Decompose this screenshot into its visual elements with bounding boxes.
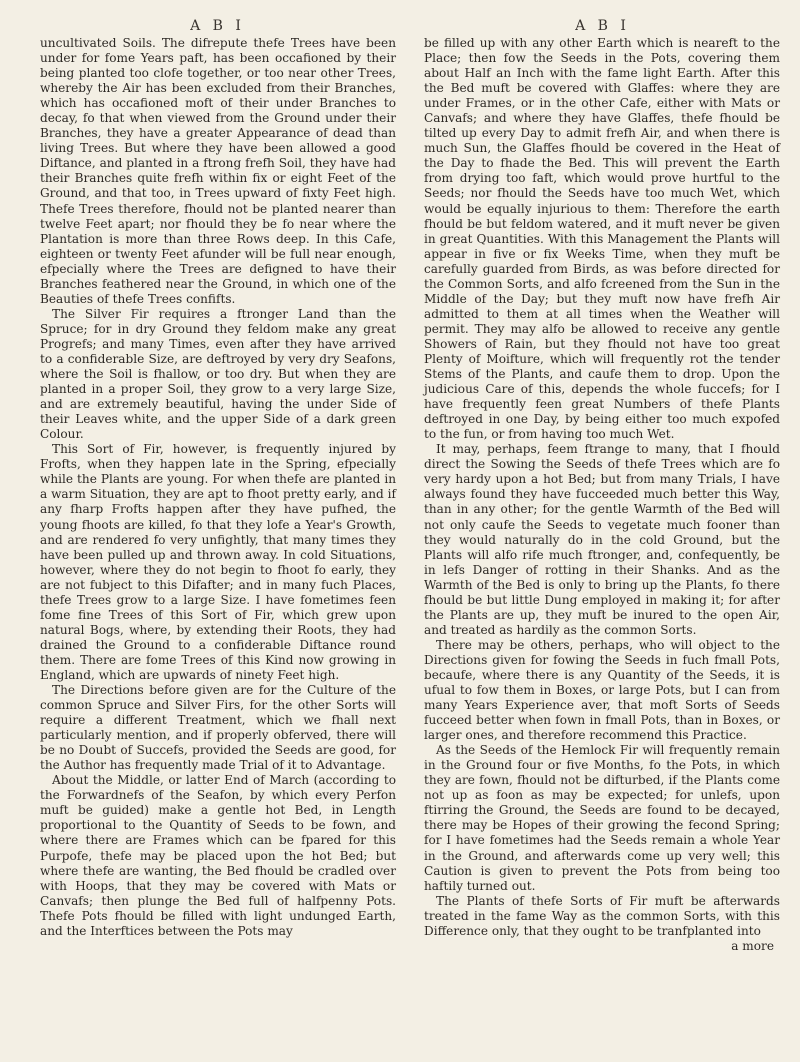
right-column xyxy=(424,36,780,954)
catchword: a more xyxy=(731,938,774,953)
text-columns xyxy=(40,36,780,954)
left-column xyxy=(40,36,396,954)
paragraph: About the Middle, or latter End of March (according to the Forwardnefs of the Seafon, by which every Perfon muft be guided) make a gentle hot Bed, in Length proportional to the Quantity of Seeds to be fown, and where there are Frames which can be fpared for this Purpofe, thefe may be placed upon the hot Bed; but where thefe are wanting, the Bed fhould be cradled over with Hoops, that they may be covered with Mats or Canvafs; then plunge the Bed full of halfpenny Pots. Thefe Pots fhould be filled with light undunged Earth, and the Interftices between the Pots may xyxy=(40,773,396,938)
paragraph: The Directions before given are for the Culture of the common Spruce and Silver Firs, for the other Sorts will require a different Treatment, which we fhall next particularly mention, and if properly obferved, there will be no Doubt of Succefs, provided the Seeds are good, for the Author has frequently made Trial of it to Advantage. xyxy=(40,683,396,773)
paragraph: The Plants of thefe Sorts of Fir muft be afterwards treated in the fame Way as the common Sorts, with this Difference only, that they ought to be tranfplanted into xyxy=(424,893,780,938)
paragraph: uncultivated Soils. The difrepute thefe Trees have been under for fome Years paft, has been occafioned by their being planted too clofe together, or too near other Trees, whereby the Air has been excluded from their Branches, which has occafioned moft of their under Branches to decay, fo that when viewed from the Ground under their Branches, they have a greater Appearance of dead than living Trees. But where they have been allowed a good Diftance, and planted in a ftrong frefh Soil, they have had their Branches quite frefh within fix or eight Feet of the Ground, and that too, in Trees upward of fixty Feet high. Thefe Trees therefore, fhould not be planted nearer than twelve Feet apart; nor fhould they be fo near where the Plantation is more than three Rows deep. In this Cafe, eighteen or twenty Feet afunder will be full near enough, efpecially where the Trees are defigned to have their Branches feathered near the Ground, in which one of the Beauties of thefe Trees confifts. xyxy=(40,36,396,306)
running-head-right: A B I xyxy=(575,18,630,34)
paragraph: As the Seeds of the Hemlock Fir will frequently remain in the Ground four or five Months, fo the Pots, in which they are fown, fhould not be difturbed, if the Plants come not up as foon as may be expected; for unlefs, upon ftirring the Ground, the Seeds are found to be decayed, there may be Hopes of their growing the fecond Spring; for I have fometimes had the Seeds remain a whole Year in the Ground, and afterwards come up very well; this Caution is given to prevent the Pots from being too haftily turned out. xyxy=(424,743,780,893)
paragraph: There may be others, perhaps, who will object to the Directions given for fowing the Seeds in fuch fmall Pots, becaufe, where there is any Quantity of the Seeds, it is ufual to fow them in Boxes, or large Pots, but I can from many Years Experience aver, that moft Sorts of Seeds fucceed better when fown in fmall Pots, than in Boxes, or larger ones, and therefore recommend this Practice. xyxy=(424,637,780,743)
running-head-left: A B I xyxy=(190,18,245,34)
paragraph: It may, perhaps, feem ftrange to many, that I fhould direct the Sowing the Seeds of thefe Trees which are fo very hardy upon a hot Bed; but from many Trials, I have always found they have fucceeded much better this Way, than in any other; for the gentle Warmth of the Bed will not only caufe the Seeds to vegetate much fooner than they would naturally do in the cold Ground, but the Plants will alfo rife much ftronger, and, confequently, be in lefs Danger of rotting in their Shanks. And as the Warmth of the Bed is only to bring up the Plants, fo there fhould be but little Dung employed in making it; for after the Plants are up, they muft be inured to the open Air, and treated as hardily as the common Sorts. xyxy=(424,442,780,637)
running-head xyxy=(40,8,780,34)
paragraph: This Sort of Fir, however, is frequently injured by Frofts, when they happen late in the Spring, efpecially while the Plants are young. For when thefe are planted in a warm Situation, they are apt to fhoot pretty early, and if any fharp Frofts happen after they have pufhed, the young fhoots are killed, fo that they lofe a Year's Growth, and are rendered fo very unfightly, that many times they have been pulled up and thrown away. In cold Situations, however, where they do not begin to fhoot fo early, they are not fubject to this Difafter; and in many fuch Places, thefe Trees grow to a large Size. I have fometimes feen fome fine Trees of this Sort of Fir, which grew upon natural Bogs, where, by extending their Roots, they had drained the Ground to a confiderable Diftance round them. There are fome Trees of this Kind now growing in England, which are upwards of ninety Feet high. xyxy=(40,442,396,682)
paragraph: The Silver Fir requires a ftronger Land than the Spruce; for in dry Ground they feldom make any great Progrefs; and many Times, even after they have arrived to a confiderable Size, are deftroyed by very dry Seafons, where the Soil is fhallow, or too dry. But when they are planted in a proper Soil, they grow to a very large Size, and are extremely beautiful, having the under Side of their Leaves white, and the upper Side of a dark green Colour. xyxy=(40,306,396,442)
paragraph: be filled up with any other Earth which is neareft to the Place; then fow the Seeds in the Pots, covering them about Half an Inch with the fame light Earth. After this the Bed muft be covered with Glaffes: where they are under Frames, or in the other Cafe, either with Mats or Canvafs; and where they have Glaffes, thefe fhould be tilted up every Day to admit frefh Air, and when there is much Sun, the Glaffes fhould be covered in the Heat of the Day to fhade the Bed. This will prevent the Earth from drying too faft, which would prove hurtful to the Seeds; nor fhould the Seeds have too much Wet, which would be equally injurious to them: Therefore the earth fhould be but feldom watered, and it muft never be given in great Quantities. With this Management the Plants will appear in five or fix Weeks Time, when they muft be carefully guarded from Birds, as was before directed for the Common Sorts, and alfo fcreened from the Sun in the Middle of the Day; but they muft now have frefh Air admitted to them at all times when the Weather will permit. They may alfo be allowed to receive any gentle Showers of Rain, but they fhould not have too great Plenty of Moifture, which will frequently rot the tender Stems of the Plants, and caufe them to drop. Upon the judicious Care of this, depends the whole fuccefs; for I have frequently feen great Numbers of thefe Plants deftroyed in one Day, by being either too much expofed to the fun, or from having too much Wet. xyxy=(424,36,780,442)
